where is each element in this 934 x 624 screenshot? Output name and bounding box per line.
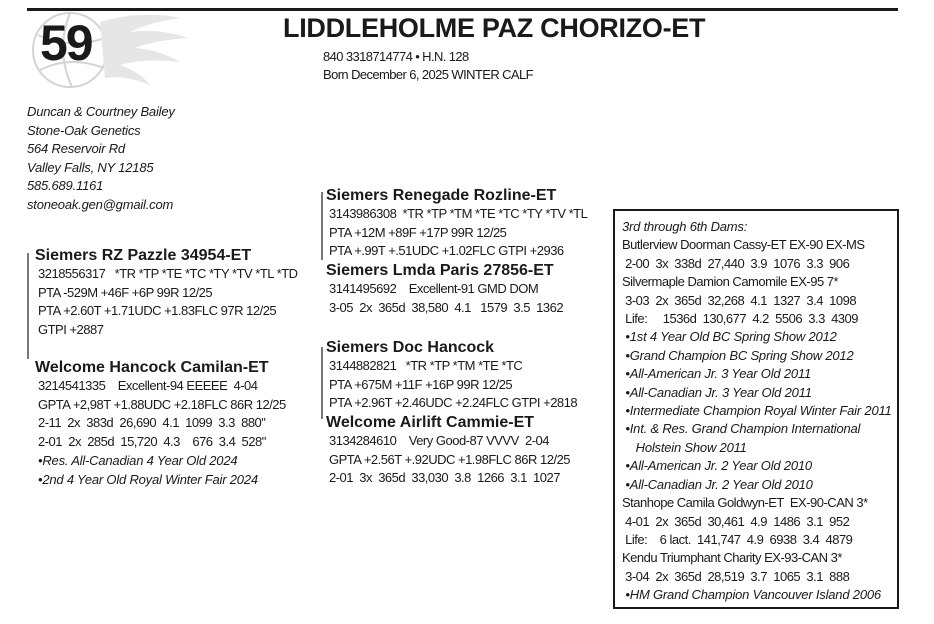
sire-sire-line: PTA +12M +89F +17P 99R 12/25 xyxy=(329,224,507,240)
dams-box-lines xyxy=(622,236,897,604)
pedigree-bracket xyxy=(321,192,323,260)
sire-sire-line: 3143986308 *TR *TP *TM *TE *TC *TY *TV *TL xyxy=(329,206,588,221)
production-record: 2-00 3x 338d 27,440 3.9 1076 3.3 906 xyxy=(622,255,850,271)
consignor-city: Valley Falls, NY 12185 xyxy=(27,159,154,175)
birth-line: Born December 6, 2025 WINTER CALF xyxy=(323,67,533,82)
sire-dam-line: 3141495692 Excellent-91 GMD DOM xyxy=(329,281,539,296)
dam-dam-line: GPTA +2.56T +.92UDC +1.98FLC 86R 12/25 xyxy=(329,451,571,467)
sire-name: Siemers RZ Pazzle 34954-ET xyxy=(35,247,252,264)
show-honor: Holstein Show 2011 xyxy=(622,439,747,455)
dam-name: Welcome Hancock Camilan-ET xyxy=(35,359,269,376)
consignor-address: 564 Reservoir Rd xyxy=(27,141,125,157)
production-record: 3-04 2x 365d 28,519 3.7 1065 3.1 888 xyxy=(622,568,850,584)
dam-sire-name: Siemers Doc Hancock xyxy=(326,339,495,356)
consignor-info xyxy=(27,103,175,215)
pedigree-bracket xyxy=(27,253,29,359)
show-honor: •Grand Champion BC Spring Show 2012 xyxy=(622,347,854,363)
show-honor: •All-American Jr. 2 Year Old 2010 xyxy=(622,458,812,474)
pedigree-bracket xyxy=(321,347,323,419)
production-record: 4-01 2x 365d 30,461 4.9 1486 3.1 952 xyxy=(622,513,850,529)
ancestor-dam-name: Stanhope Camila Goldwyn-ET EX-90-CAN 3* xyxy=(622,495,868,511)
sire-sire-line: PTA +.99T +.51UDC +1.02FLC GTPI +2936 xyxy=(329,243,564,259)
sire-line: PTA -529M +46F +6P 99R 12/25 xyxy=(38,284,213,300)
sire-line: PTA +2.60T +1.71UDC +1.83FLC 97R 12/25 xyxy=(38,303,277,319)
extended-dams-box xyxy=(613,209,899,609)
dam-dam-line: 3134284610 Very Good-87 VVVV 2-04 xyxy=(329,433,550,448)
dam-dam-block xyxy=(326,413,571,488)
consignor-name: Duncan & Courtney Bailey xyxy=(27,104,175,119)
registration-line: 840 3318714774 • H.N. 128 xyxy=(323,49,469,64)
dam-sire-line: PTA +675M +11F +16P 99R 12/25 xyxy=(329,376,513,392)
ancestor-dam-name: Silvermaple Damion Camomile EX-95 7* xyxy=(622,274,839,290)
consignor-farm: Stone-Oak Genetics xyxy=(27,122,141,138)
sire-dam-line: 3-05 2x 365d 38,580 4.1 1579 3.5 1362 xyxy=(329,299,564,315)
sire-line: 3218556317 *TR *TP *TE *TC *TY *TV *TL *TD xyxy=(38,266,298,281)
dam-block xyxy=(35,358,286,489)
sire-dam-name: Siemers Lmda Paris 27856-ET xyxy=(326,262,554,279)
production-record: Life: 1536d 130,677 4.2 5506 3.3 4309 xyxy=(622,311,858,327)
animal-name: LIDDLEHOLME PAZ CHORIZO-ET xyxy=(283,13,706,43)
sire-line: GTPI +2887 xyxy=(38,322,104,338)
show-honor: •All-Canadian Jr. 3 Year Old 2011 xyxy=(622,384,812,400)
dam-line: 2-11 2x 383d 26,690 4.1 1099 3.3 880" xyxy=(38,415,266,431)
dam-dam-line: 2-01 3x 365d 33,030 3.8 1266 3.1 1027 xyxy=(329,470,560,486)
show-honor: •Intermediate Champion Royal Winter Fair 2011 xyxy=(622,403,892,419)
lot-number: 59 xyxy=(40,15,92,71)
dams-box-header: 3rd through 6th Dams: xyxy=(622,219,748,234)
ancestor-dam-name: Butlerview Doorman Cassy-ET EX-90 EX-MS xyxy=(622,237,865,253)
production-record: 3-03 2x 365d 32,268 4.1 1327 3.4 1098 xyxy=(622,292,857,308)
dam-dam-name: Welcome Airlift Cammie-ET xyxy=(326,414,535,431)
consignor-phone: 585.689.1161 xyxy=(27,178,104,194)
sire-sire-name: Siemers Renegade Rozline-ET xyxy=(326,187,557,204)
dam-line: 2-01 2x 285d 15,720 4.3 676 3.4 528" xyxy=(38,434,266,450)
show-honor: •1st 4 Year Old BC Spring Show 2012 xyxy=(622,329,837,345)
show-honor: •All-Canadian Jr. 2 Year Old 2010 xyxy=(622,476,813,492)
dam-sire-block xyxy=(326,338,578,413)
dam-line: GPTA +2,98T +1.88UDC +2.18FLC 86R 12/25 xyxy=(38,396,286,412)
ancestor-dam-name: Kendu Triumphant Charity EX-93-CAN 3* xyxy=(622,550,842,566)
sire-dam-block xyxy=(326,261,564,317)
consignor-email[interactable]: stoneoak.gen@gmail.com xyxy=(27,196,174,212)
dam-honor: •Res. All-Canadian 4 Year Old 2024 xyxy=(38,452,238,468)
sire-sire-block xyxy=(326,186,588,261)
dam-sire-line: PTA +2.96T +2.46UDC +2.24FLC GTPI +2818 xyxy=(329,395,578,411)
show-honor: •Int. & Res. Grand Champion International xyxy=(622,421,861,437)
sire-block xyxy=(35,246,298,340)
show-honor: •HM Grand Champion Vancouver Island 2006 xyxy=(622,587,881,603)
dam-honor: •2nd 4 Year Old Royal Winter Fair 2024 xyxy=(38,471,258,487)
production-record: Life: 6 lact. 141,747 4.9 6938 3.4 4879 xyxy=(622,531,853,547)
dam-line: 3214541335 Excellent-94 EEEEE 4-04 xyxy=(38,378,258,393)
show-honor: •All-American Jr. 3 Year Old 2011 xyxy=(622,366,811,382)
dam-sire-line: 3144882821 *TR *TP *TM *TE *TC xyxy=(329,358,523,373)
